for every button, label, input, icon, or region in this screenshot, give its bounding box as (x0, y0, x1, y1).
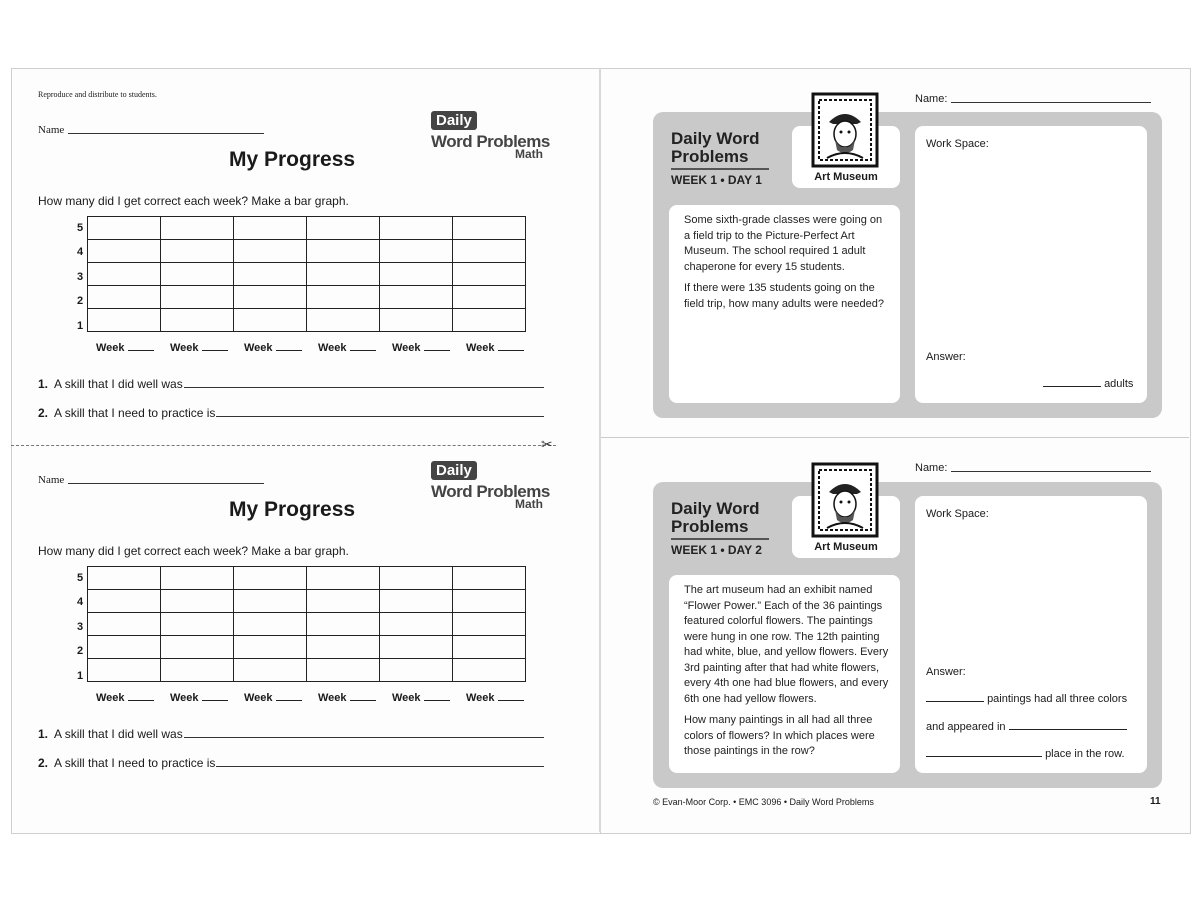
art-museum-label: Art Museum (814, 541, 878, 553)
reproduce-note: Reproduce and distribute to students. (38, 90, 157, 99)
week-label: Week (244, 692, 302, 704)
answer-blank[interactable] (1009, 729, 1127, 730)
week-label: Week (392, 692, 450, 704)
week-label: Week (96, 342, 154, 354)
name-label: Name (38, 474, 65, 486)
portrait-icon (811, 92, 879, 173)
skill-did-well-line[interactable] (184, 387, 544, 388)
bar-graph-grid[interactable] (87, 566, 526, 682)
work-space-label: Work Space: (926, 138, 989, 150)
copyright-footer: © Evan-Moor Corp. • EMC 3096 • Daily Word Problems (653, 797, 874, 807)
cut-line (11, 445, 556, 446)
answer-line-3: place in the row. (926, 748, 1125, 760)
name-line[interactable] (951, 102, 1151, 103)
answer-blank[interactable] (926, 701, 984, 702)
week-label: Week (318, 692, 376, 704)
logo-math: Math (515, 497, 543, 511)
y-label: 1 (76, 670, 84, 682)
name-line[interactable] (951, 471, 1151, 472)
answer-label: Answer: (926, 666, 966, 678)
bar-graph-prompt: How many did I get correct each week? Make a bar graph. (38, 194, 349, 208)
bar-graph-grid[interactable] (87, 216, 526, 332)
left-page (11, 68, 601, 834)
y-label: 4 (76, 246, 84, 258)
answer-blank[interactable] (926, 756, 1042, 757)
answer-line-1: paintings had all three colors (926, 693, 1127, 705)
logo-word-problems: Word Problems (431, 132, 550, 151)
daily-word-problems-logo (431, 462, 561, 511)
skill-to-practice-line[interactable] (216, 416, 544, 417)
daily-word-problems-logo (431, 112, 561, 161)
y-label: 3 (76, 271, 84, 283)
y-label: 2 (76, 295, 84, 307)
portrait-icon (811, 462, 879, 543)
scissors-icon: ✂ (541, 436, 553, 452)
y-label: 4 (76, 596, 84, 608)
page-number: 11 (1150, 796, 1161, 807)
logo-word-problems: Word Problems (431, 482, 550, 501)
story-text: Some sixth-grade classes were going on a field trip to the Picture-Perfect Art Museum. The school required 1 adult chaperone for every 15 students. If there were 135 students going on the field trip, how many adults were needed? (684, 214, 884, 310)
page-title: My Progress (229, 498, 356, 521)
y-label: 1 (76, 320, 84, 332)
week-label: Week (466, 692, 524, 704)
name-label: Name (38, 124, 65, 136)
card-title: Daily Word Problems (671, 499, 760, 536)
y-label: 3 (76, 621, 84, 633)
week-label: Week (170, 342, 228, 354)
week-label: Week (170, 692, 228, 704)
week-label: Week (244, 342, 302, 354)
answer-label: Answer: (926, 351, 966, 363)
skill-did-well-line[interactable] (184, 737, 544, 738)
skill-to-practice: 2. A skill that I need to practice is (38, 756, 216, 770)
week-label: Week (318, 342, 376, 354)
logo-daily: Daily (431, 461, 477, 480)
y-label: 2 (76, 645, 84, 657)
book-spine (599, 68, 601, 832)
skill-did-well: 1. A skill that I did well was (38, 727, 183, 741)
skill-to-practice-line[interactable] (216, 766, 544, 767)
week-day-label: WEEK 1 • DAY 1 (671, 168, 769, 187)
art-museum-label: Art Museum (814, 171, 878, 183)
bar-graph-prompt: How many did I get correct each week? Make a bar graph. (38, 544, 349, 558)
skill-to-practice: 2. A skill that I need to practice is (38, 406, 216, 420)
week-label: Week (392, 342, 450, 354)
y-label: 5 (76, 222, 84, 234)
name-label: Name: (915, 93, 948, 105)
card-divider (601, 437, 1189, 438)
week-day-label: WEEK 1 • DAY 2 (671, 538, 769, 557)
name-label: Name: (915, 462, 948, 474)
skill-did-well: 1. A skill that I did well was (38, 377, 183, 391)
page-title: My Progress (229, 148, 356, 171)
card-title: Daily Word Problems (671, 129, 760, 166)
y-label: 5 (76, 572, 84, 584)
work-space-label: Work Space: (926, 508, 989, 520)
answer-blank: adults (1043, 378, 1133, 390)
logo-daily: Daily (431, 111, 477, 130)
story-text: The art museum had an exhibit named “Flower Power.” Each of the 36 paintings featured colorful flowers. The paintings were hung in one row. The 12th painting had white, blue, and yellow flowers. Every 3rd painting after that had white flowers, every 4th one had blue flowers, and every 6th one had yellow flowers. How many paintings in all had all three colors of flowers? In which places were those paintings in the row? (684, 584, 889, 757)
name-line[interactable] (68, 483, 264, 484)
answer-line[interactable] (1043, 386, 1101, 387)
logo-math: Math (515, 147, 543, 161)
answer-line-2: and appeared in (926, 721, 1127, 733)
week-label: Week (466, 342, 524, 354)
name-line[interactable] (68, 133, 264, 134)
week-label: Week (96, 692, 154, 704)
